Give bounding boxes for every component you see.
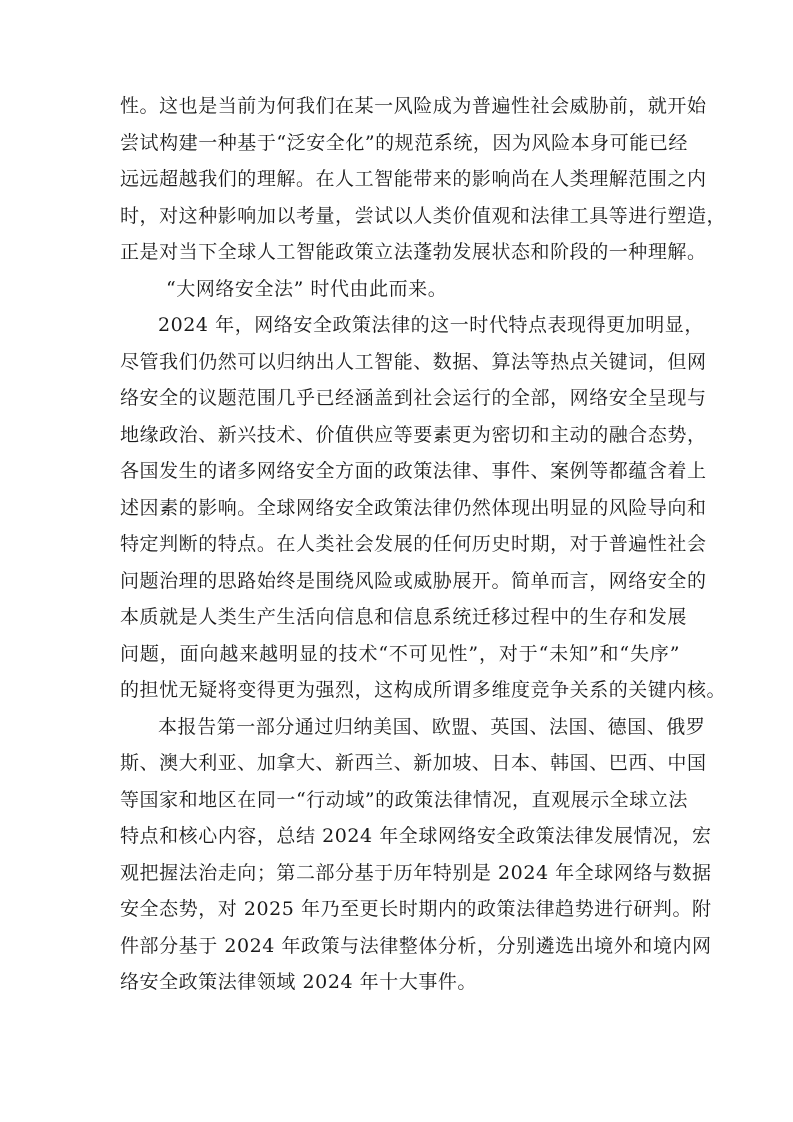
- text-line: 件部分基于 2024 年政策与法律整体分析，分别遴选出境外和境内网: [120, 934, 712, 957]
- text-line: 尝试构建一种基于“泛安全化”的规范系统，因为风险本身可能已经: [120, 131, 688, 154]
- text-line: 本报告第一部分通过归纳美国、欧盟、英国、法国、德国、俄罗: [158, 715, 706, 738]
- text-line: 尽管我们仍然可以归纳出人工智能、数据、算法等热点关键词，但网: [120, 350, 707, 373]
- text-line: 斯、澳大利亚、加拿大、新西兰、新加坡、日本、韩国、巴西、中国: [120, 752, 707, 774]
- text-line: 问题治理的思路始终是围绕风险或威胁展开。简单而言，网络安全的: [120, 569, 707, 592]
- text-line: 问题，面向越来越明显的技术“不可见性”，对于“未知”和“失序”: [120, 642, 680, 665]
- paragraph-report-structure: [120, 709, 712, 1001]
- text-line: 等国家和地区在同一“行动域”的政策法律情况，直观展示全球立法: [120, 788, 688, 811]
- text-line: 正是对当下全球人工智能政策立法蓬勃发展状态和阶段的一种理解。: [120, 241, 707, 263]
- text-line: 2024 年，网络安全政策法律的这一时代特点表现得更加明显，: [158, 314, 704, 336]
- text-line: 地缘政治、新兴技术、价值供应等要素更为密切和主动的融合态势，: [120, 423, 707, 446]
- text-line: 本质就是人类生产生活向信息和信息系统迁移过程中的生存和发展: [120, 606, 687, 628]
- paragraph-risk-and-pan-securitization: [120, 88, 727, 271]
- paragraph-2024-characteristics: [120, 307, 727, 709]
- text-line: 的担忧无疑将变得更为强烈，这构成所谓多维度竞争关系的关键内核。: [120, 679, 727, 701]
- text-line: 特点和核心内容，总结 2024 年全球网络安全政策法律发展情况，宏: [120, 825, 712, 847]
- text-line: 时，对这种影响加以考量，尝试以人类价值观和法律工具等进行塑造，: [120, 204, 727, 227]
- text-line: 述因素的影响。全球网络安全政策法律仍然体现出明显的风险导向和: [120, 496, 707, 519]
- text-line: 性。这也是当前为何我们在某一风险成为普遍性社会威胁前，就开始: [120, 95, 707, 117]
- paragraph-big-cybersecurity-law-era: [120, 271, 680, 308]
- text-line: 观把握法治走向；第二部分基于历年特别是 2024 年全球网络与数据: [120, 861, 712, 884]
- text-line: 络安全政策法律领域 2024 年十大事件。: [120, 971, 477, 993]
- text-line: 络安全的议题范围几乎已经涵盖到社会运行的全部，网络安全呈现与: [120, 387, 707, 409]
- text-line: 安全态势，对 2025 年乃至更长时期内的政策法律趋势进行研判。附: [120, 898, 712, 920]
- body-text: [120, 88, 727, 1001]
- text-line: 特定判断的特点。在人类社会发展的任何历史时期，对于普遍性社会: [120, 533, 707, 555]
- text-line: 各国发生的诸多网络安全方面的政策法律、事件、案例等都蕴含着上: [120, 460, 707, 482]
- text-line: 远远超越我们的理解。在人工智能带来的影响尚在人类理解范围之内: [120, 168, 707, 190]
- text-line: “大网络安全法” 时代由此而来。: [166, 277, 448, 300]
